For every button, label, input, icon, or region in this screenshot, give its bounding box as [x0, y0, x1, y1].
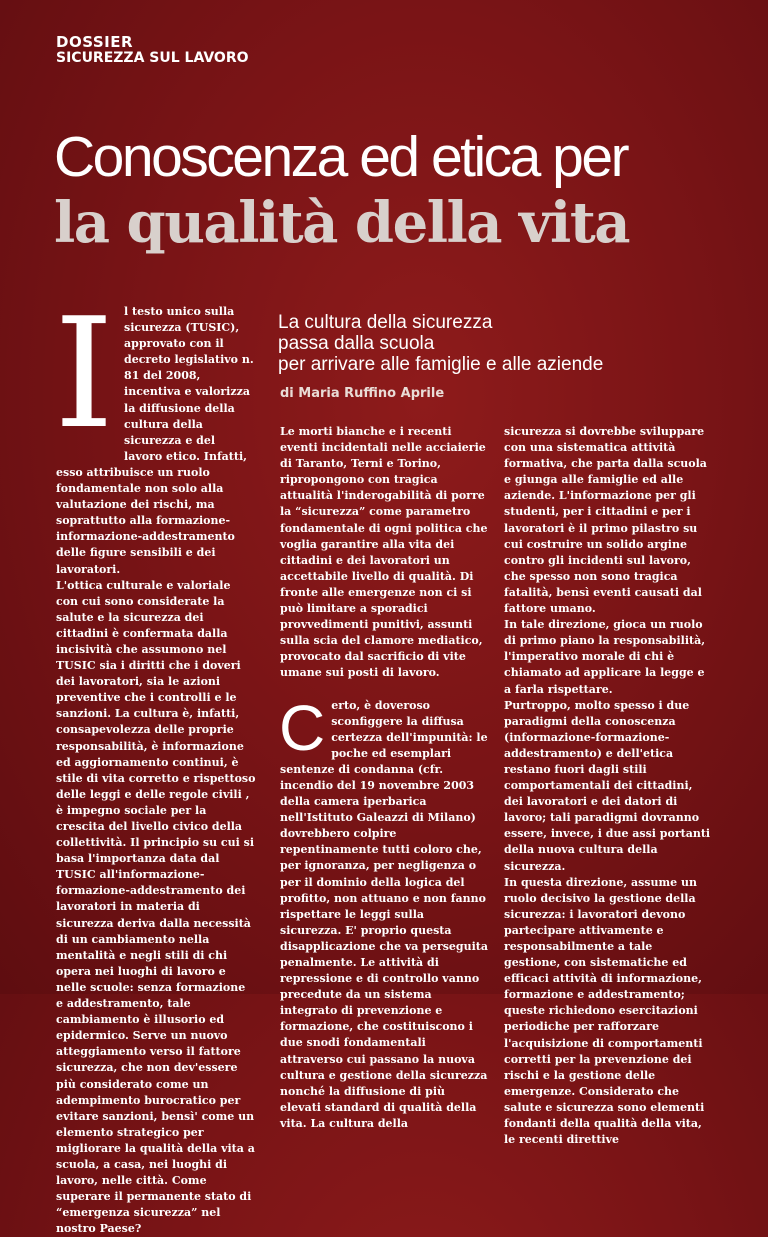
paragraph: In questa direzione, assume un ruolo decisivo la gestione della sicurezza: i lavoratori devono partecipare attivamente e responsabilmente a tale gestione, con sistematiche ed efficaci attività di informazione, formazione e addestramento; queste richiedono esercitazioni periodiche per rafforzare l'acquisizione di comportamenti corretti per la prevenzione dei rischi e la gestione delle emergenze. Considerato che salute e sicurezza sono elementi fondanti della qualità della vita, le recenti direttive: [504, 875, 705, 1147]
article-column-3: [504, 424, 712, 1148]
drop-cap-i: I: [54, 285, 115, 462]
headline-line-2: la qualità della vita: [54, 190, 629, 256]
subhead-line-2: passa dalla scuola: [278, 333, 435, 354]
paragraph: erto, è doveroso sconfiggere la diffusa certezza dell'impunità: le poche ed esemplari sentenze di condanna (cfr. incendio del 19 novembre 2003 della camera iperbarica nell'Istituto Galeazzi di Milano) dovrebbero colpire repentinamente tutti coloro che, per ignoranza, per negligenza o per il dominio della logica del profitto, non attuano e non fanno rispettare le leggi sulla sicurezza. E' proprio questa disapplicazione che va perseguita penalmente. Le attività di repressione e di controllo vanno precedute da un sistema integrato di prevenzione e formazione, che costituiscono i due snodi fondamentali attraverso cui passano la nuova cultura e gestione della sicurezza nonché la diffusione di più elevati standard di qualità della vita. La cultura della: [280, 698, 488, 1130]
drop-cap-c: C: [279, 691, 326, 764]
article-column-2: [280, 424, 488, 1132]
headline-line-1: Conoscenza ed etica per: [54, 125, 628, 189]
section-kicker: [56, 34, 249, 66]
subhead-line-3: per arrivare alle famiglie e alle aziende: [278, 354, 604, 375]
author-byline: di Maria Ruffino Aprile: [280, 386, 445, 401]
subheadline: [278, 312, 698, 375]
paragraph: L'ottica culturale e valoriale con cui sono considerate la salute e la sicurezza dei cittadini è confermata dalla incisività che assumono nel TUSIC sia i diritti che i doveri dei lavoratori, sia le azioni preventive che i controlli e le sanzioni. La cultura è, infatti, consapevolezza delle proprie responsabilità, è informazione ed aggiornamento continui, è stile di vita corretto e rispettoso delle leggi e delle regole civili , è impegno sociale per la crescita del livello civico della collettività. Il principio su cui si basa l'importanza data dal TUSIC all'informazione-formazione-addestramento dei lavoratori in materia di sicurezza deriva dalla necessità di un cambiamento nella mentalità e negli stili di chi opera nei luoghi di lavoro e nelle scuole: senza formazione e addestramento, tale cambiamento è illusorio ed epidermico. Serve un nuovo atteggiamento verso il fattore sicurezza, che non dev'essere più considerato come un adempimento burocratico per evitare sanzioni, bensì' come un elemento strategico per migliorare la qualità della vita a scuola, a casa, nei luoghi di lavoro, nelle città. Come superare il permanente stato di “emergenza sicurezza” nel nostro Paese?: [56, 578, 256, 1236]
paragraph: sicurezza si dovrebbe sviluppare con una sistematica attività formativa, che parta dalla scuola e giunga alle famiglie ed alle aziende. L'informazione per gli studenti, per i cittadini e per i lavoratori è il primo pilastro su cui costruire un solido argine contro gli incidenti sul lavoro, che spesso non sono tragica fatalità, bensì eventi causati dal fattore umano.: [504, 425, 707, 616]
paragraph: Purtroppo, molto spesso i due paradigmi della conoscenza (informazione-formazione-addestramento) e dell'etica restano fuori dagli stili comportamentali dei cittadini, dei lavoratori e dei datori di lavoro; tali paradigmi dovranno essere, invece, i due assi portanti della nuova cultura della sicurezza.: [504, 698, 711, 873]
paragraph: Le morti bianche e i recenti eventi incidentali nelle acciaierie di Taranto, Terni e Torino, ripropongono con tragica attualità l'inderogabilità di porre la “sicurezza” come parametro fondamentale di ogni politica che voglia garantire alla vita dei cittadini e dei lavoratori un accettabile livello di qualità. Di fronte alle emergenze non ci si può limitare a sporadici provvedimenti punitivi, assunti sulla scia del clamore mediatico, provocato dal sacrificio di vite umane sui posti di lavoro.: [280, 425, 488, 680]
paragraph: l testo unico sulla sicurezza (TUSIC), approvato con il decreto legislativo n. 81 del 2008, incentiva e valorizza la diffusione della cultura della sicurezza e del lavoro etico. Infatti, esso attribuisce un ruolo fondamentale non solo alla valutazione dei rischi, ma soprattutto alla formazione-informazione-addestramento delle figure sensibili e dei lavoratori.: [56, 305, 254, 576]
kicker-section: SICUREZZA SUL LAVORO: [56, 50, 249, 66]
paragraph: In tale direzione, gioca un ruolo di primo piano la responsabilità, l'imperativo morale di chi è chiamato ad applicare la legge e a farla rispettare.: [504, 618, 706, 696]
article-column-1: [54, 285, 256, 1237]
kicker-dossier: DOSSIER: [56, 33, 134, 51]
subhead-line-1: La cultura della sicurezza: [278, 312, 493, 333]
